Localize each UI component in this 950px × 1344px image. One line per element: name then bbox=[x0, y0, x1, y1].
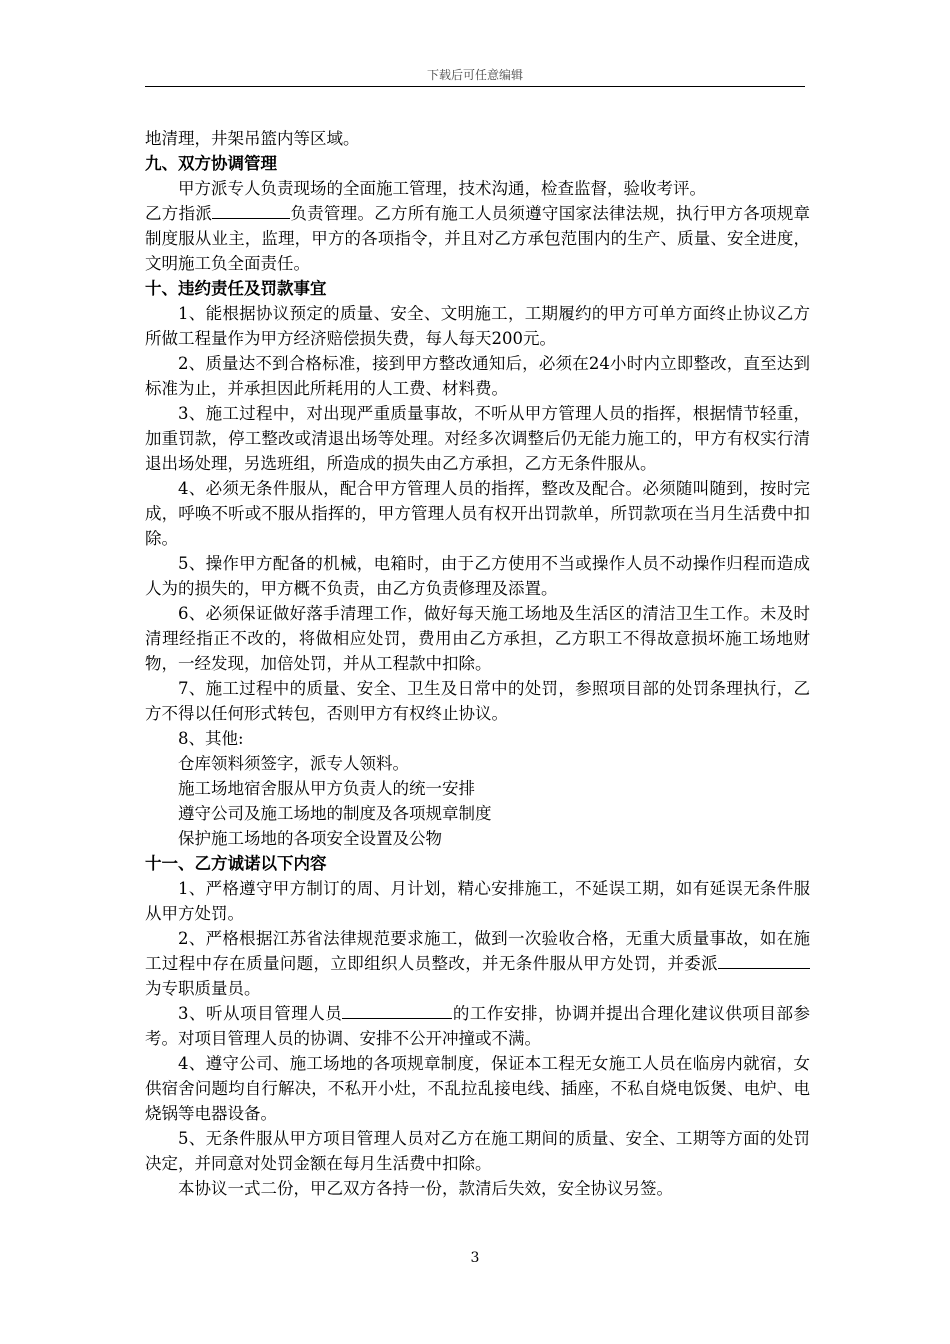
text-run: 的工作安排，协调并提出合理化建议供项目部参考。对项目管理人员的协调、安排不公开冲撞或不满。 bbox=[145, 1004, 811, 1048]
paragraph: 5、无条件服从甲方项目管理人员对乙方在施工期间的质量、安全、工期等方面的处罚决定，并同意对处罚金额在每月生活费中扣除。 bbox=[145, 1129, 810, 1173]
document-body bbox=[145, 126, 810, 1201]
blank-line bbox=[212, 202, 290, 219]
paragraph: 8、其他: bbox=[178, 729, 244, 748]
paragraph: 1、严格遵守甲方制订的周、月计划，精心安排施工，不延误工期，如有延误无条件服从甲方处罚。 bbox=[145, 879, 810, 923]
paragraph: 3、施工过程中，对出现严重质量事故，不听从甲方管理人员的指挥，根据情节轻重，加重罚款，停工整改或清退出场等处理。对经多次调整后仍无能力施工的，甲方有权实行清退出场处理，另选班组，所造成的损失由乙方承担，乙方无条件服从。 bbox=[145, 404, 810, 473]
paragraph: 5、操作甲方配备的机械，电箱时，由于乙方使用不当或操作人员不动操作归程而造成人为的损失的，甲方概不负责，由乙方负责修理及添置。 bbox=[145, 554, 810, 598]
paragraph: 保护施工场地的各项安全设置及公物 bbox=[178, 829, 442, 848]
paragraph bbox=[145, 926, 810, 1001]
text-run: 负责管理。乙方所有施工人员须遵守国家法律法规，执行甲方各项规章制度服从业主，监理，甲方的各项指令，并且对乙方承包范围内的生产、质量、安全进度，文明施工负全面责任。 bbox=[145, 204, 811, 273]
text-run: 3、听从项目管理人员 bbox=[178, 1004, 343, 1023]
section-heading-11: 十一、乙方诚诺以下内容 bbox=[145, 854, 327, 873]
paragraph: 6、必须保证做好落手清理工作，做好每天施工场地及生活区的清洁卫生工作。未及时清理经指正不改的，将做相应处罚，费用由乙方承担，乙方职工不得故意损坏施工场地财物，一经发现，加倍处罚，并从工程款中扣除。 bbox=[145, 604, 810, 673]
text-run: 乙方指派 bbox=[145, 204, 213, 223]
blank-line bbox=[342, 1002, 452, 1019]
paragraph: 1、能根据协议预定的质量、安全、文明施工，工期履约的甲方可单方面终止协议乙方所做工程量作为甲方经济赔偿损失费，每人每天200元。 bbox=[145, 304, 810, 348]
text-run: 2、严格根据江苏省法律规范要求施工，做到一次验收合格，无重大质量事故，如在施工过程中存在质量问题，立即组织人员整改，并无条件服从甲方处罚，并委派 bbox=[145, 929, 810, 973]
paragraph: 2、质量达不到合格标准，接到甲方整改通知后，必须在24小时内立即整改，直至达到标准为止，并承担因此所耗用的人工费、材料费。 bbox=[145, 354, 810, 398]
paragraph: 4、遵守公司、施工场地的各项规章制度，保证本工程无女施工人员在临房内就宿，女供宿舍问题均自行解决，不私开小灶，不乱拉乱接电线、插座，不私自烧电饭煲、电炉、电烧锅等电器设备。 bbox=[145, 1054, 810, 1123]
text-run: 为专职质量员。 bbox=[145, 979, 261, 998]
paragraph: 本协议一式二份，甲乙双方各持一份，款清后失效，安全协议另签。 bbox=[178, 1179, 673, 1198]
page-number: 3 bbox=[470, 1250, 480, 1266]
paragraph: 施工场地宿舍服从甲方负责人的统一安排 bbox=[178, 779, 475, 798]
paragraph: 4、必须无条件服从，配合甲方管理人员的指挥，整改及配合。必须随叫随到，按时完成，呼唤不听或不服从指挥的，甲方管理人员有权开出罚款单，所罚款项在当月生活费中扣除。 bbox=[145, 479, 810, 548]
page-header: 下载后可任意编辑 bbox=[426, 68, 523, 82]
header-divider bbox=[145, 86, 805, 87]
paragraph: 遵守公司及施工场地的制度及各项规章制度 bbox=[178, 804, 492, 823]
section-heading-9: 九、双方协调管理 bbox=[145, 154, 277, 173]
paragraph: 7、施工过程中的质量、安全、卫生及日常中的处罚，参照项目部的处罚条理执行，乙方不得以任何形式转包，否则甲方有权终止协议。 bbox=[145, 679, 810, 723]
blank-line bbox=[718, 952, 810, 969]
paragraph bbox=[145, 201, 810, 276]
paragraph: 甲方派专人负责现场的全面施工管理，技术沟通，检查监督，验收考评。 bbox=[178, 179, 706, 198]
paragraph bbox=[145, 1001, 810, 1051]
section-heading-10: 十、违约责任及罚款事宜 bbox=[145, 279, 327, 298]
paragraph: 仓库领料须签字，派专人领料。 bbox=[178, 754, 409, 773]
paragraph: 地清理，井架吊篮内等区域。 bbox=[145, 129, 360, 148]
